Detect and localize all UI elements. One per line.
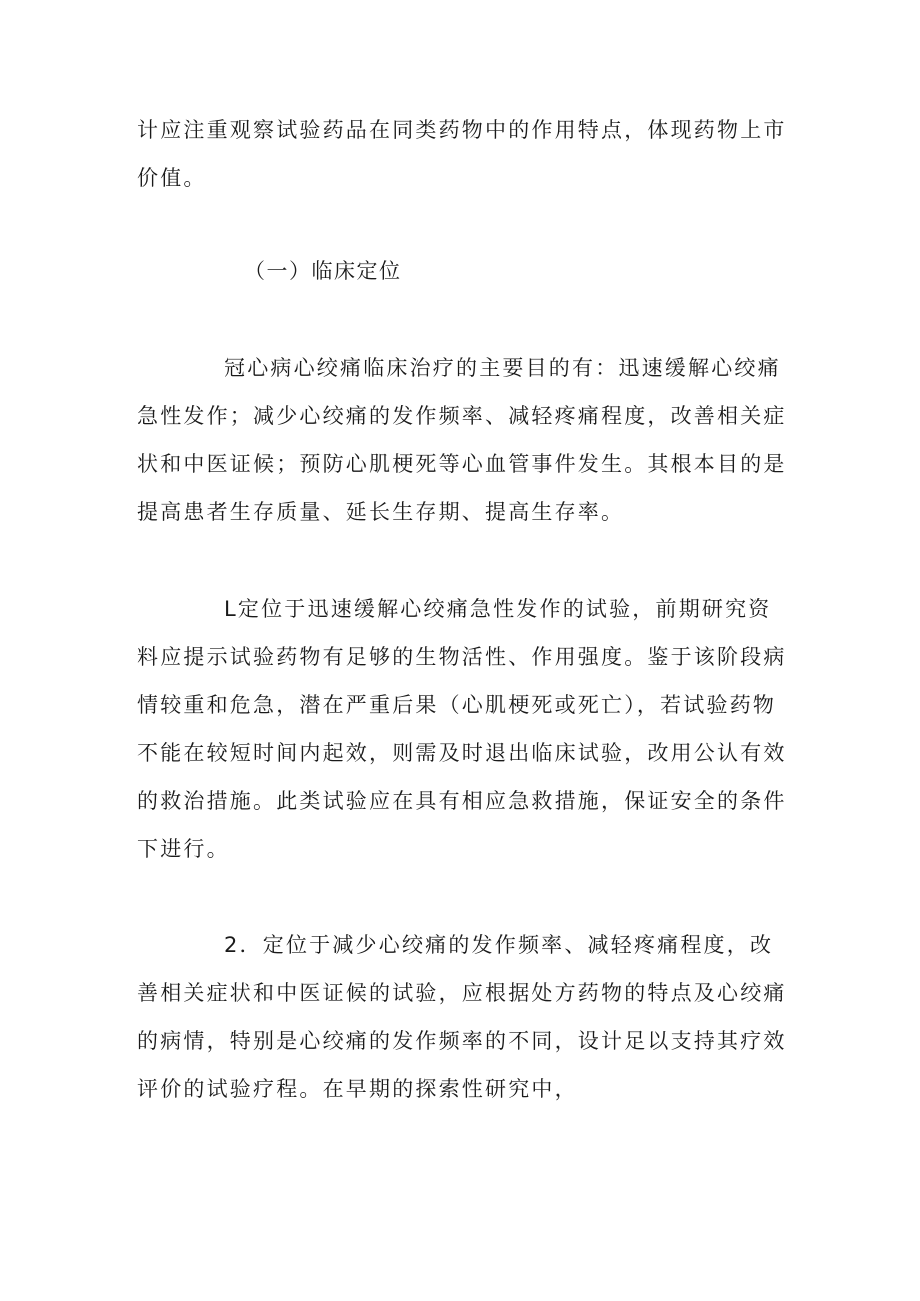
paragraph-frequency-reduction-trials: 2．定位于减少心绞痛的发作频率、减轻疼痛程度，改善相关症状和中医证候的试验，应根据处方药物的特点及心绞痛的病情，特别是心绞痛的发作频率的不同，设计足以支持其疗效评价的试验疗程。在早期的探索性研究中， bbox=[137, 933, 787, 1101]
paragraph-treatment-goals: 冠心病心绞痛临床治疗的主要目的有：迅速缓解心绞痛急性发作；减少心绞痛的发作频率、减轻疼痛程度，改善相关症状和中医证候；预防心肌梗死等心血管事件发生。其根本目的是提高患者生存质量、延长生存期、提高生存率。 bbox=[137, 356, 787, 524]
paragraph-continuation: 计应注重观察试验药品在同类药物中的作用特点，体现药物上市价值。 bbox=[137, 118, 787, 190]
section-heading-clinical-positioning: （一）临床定位 bbox=[244, 259, 402, 283]
paragraph-acute-relief-trials: L定位于迅速缓解心绞痛急性发作的试验，前期研究资料应提示试验药物有足够的生物活性、作用强度。鉴于该阶段病情较重和危急，潜在严重后果（心肌梗死或死亡），若试验药物不能在较短时间内起效，则需及时退出临床试验，改用公认有效的救治措施。此类试验应在具有相应急救措施，保证安全的条件下进行。 bbox=[137, 597, 787, 861]
